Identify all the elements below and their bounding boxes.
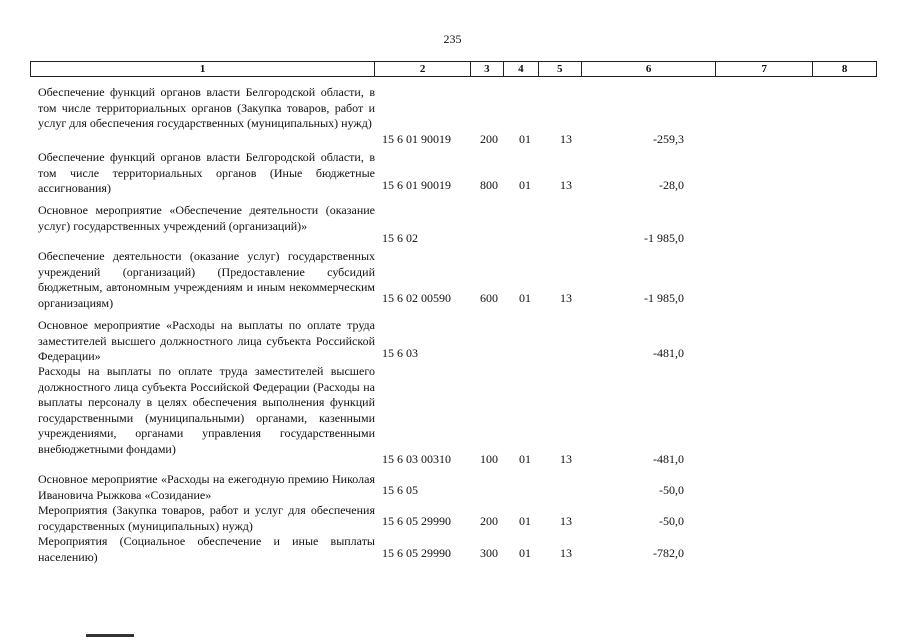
row-vr: 200 (480, 132, 498, 146)
row-rz: 01 (519, 132, 531, 146)
row-amount: -259,3 (653, 132, 684, 146)
header-col-6: 6 (582, 62, 717, 76)
table-row (38, 472, 708, 503)
row-code: 15 6 05 29990 (382, 514, 451, 528)
row-amount: -1 985,0 (644, 231, 684, 245)
row-description: Расходы на выплаты по оплате труда заместителей высшего должностного лица субъекта Российской Федерации (Расходы на выплаты персоналу в целях обеспечения выполнения функций государственными (муниципальными) органами, казенными учреждениями, органами управления государственными внебюджетными фондами) (38, 364, 375, 456)
row-rz: 01 (519, 452, 531, 466)
row-pr: 13 (560, 291, 572, 305)
row-pr: 13 (560, 132, 572, 146)
row-pr: 13 (560, 452, 572, 466)
row-pr: 13 (560, 178, 572, 192)
row-description: Обеспечение функций органов власти Белгородской области, в том числе территориальных органов (Иные бюджетные ассигнования) (38, 150, 375, 195)
row-amount: -1 985,0 (644, 291, 684, 305)
header-col-8: 8 (841, 63, 848, 75)
row-code: 15 6 02 00590 (382, 291, 451, 305)
table-row (38, 534, 708, 565)
row-vr: 100 (480, 452, 498, 466)
row-rz: 01 (519, 291, 531, 305)
header-col-5: 5 (539, 62, 582, 76)
row-amount: -481,0 (653, 346, 684, 360)
page-number: 235 (443, 32, 462, 46)
table-row (38, 318, 708, 364)
row-code: 15 6 01 90019 (382, 178, 451, 192)
row-pr: 13 (560, 546, 572, 560)
row-code: 15 6 02 (382, 231, 418, 245)
header-col-4: 4 (504, 62, 539, 76)
row-description: Мероприятия (Закупка товаров, работ и услуг для обеспечения государственных (муниципальных) нужд) (38, 503, 375, 533)
row-code: 15 6 03 00310 (382, 452, 451, 466)
row-code: 15 6 03 (382, 346, 418, 360)
footer-mark (86, 634, 134, 637)
row-description: Обеспечение деятельности (оказание услуг) государственных учреждений (организаций) (Предоставление субсидий бюджетным, автономным учреждениям и иным некоммерческим организациям) (38, 249, 375, 310)
table-row (38, 364, 708, 472)
row-code: 15 6 05 29990 (382, 546, 451, 560)
header-col-3: 3 (471, 62, 504, 76)
row-code: 15 6 05 (382, 483, 418, 497)
row-description: Основное мероприятие «Расходы на выплаты по оплате труда заместителей высшего должностного лица субъекта Российской Федерации» (38, 318, 375, 363)
table-row (38, 85, 708, 147)
header-col-2: 2 (375, 62, 471, 76)
row-amount: -481,0 (653, 452, 684, 466)
row-vr: 300 (480, 546, 498, 560)
row-description: Мероприятия (Социальное обеспечение и иные выплаты населению) (38, 534, 375, 564)
table-row (38, 203, 708, 249)
row-vr: 200 (480, 514, 498, 528)
table-row (38, 249, 708, 311)
row-description: Обеспечение функций органов власти Белгородской области, в том числе территориальных органов (Закупка товаров, работ и услуг для обеспечения государственных (муниципальных) нужд) (38, 85, 375, 130)
row-amount: -50,0 (659, 514, 684, 528)
row-rz: 01 (519, 514, 531, 528)
row-description: Основное мероприятие «Обеспечение деятельности (оказание услуг) государственных учреждений (организаций)» (38, 203, 375, 233)
table-header (30, 61, 877, 77)
table-row (38, 503, 708, 534)
row-pr: 13 (560, 514, 572, 528)
row-vr: 600 (480, 291, 498, 305)
row-amount: -50,0 (659, 483, 684, 497)
row-amount: -28,0 (659, 178, 684, 192)
row-rz: 01 (519, 546, 531, 560)
header-col-1: 1 (31, 62, 375, 76)
header-col-7: 7 (716, 62, 813, 76)
row-rz: 01 (519, 178, 531, 192)
table-row (38, 150, 708, 196)
row-amount: -782,0 (653, 546, 684, 560)
row-description: Основное мероприятие «Расходы на ежегодную премию Николая Ивановича Рыжкова «Созидание» (38, 472, 375, 502)
row-vr: 800 (480, 178, 498, 192)
row-code: 15 6 01 90019 (382, 132, 451, 146)
